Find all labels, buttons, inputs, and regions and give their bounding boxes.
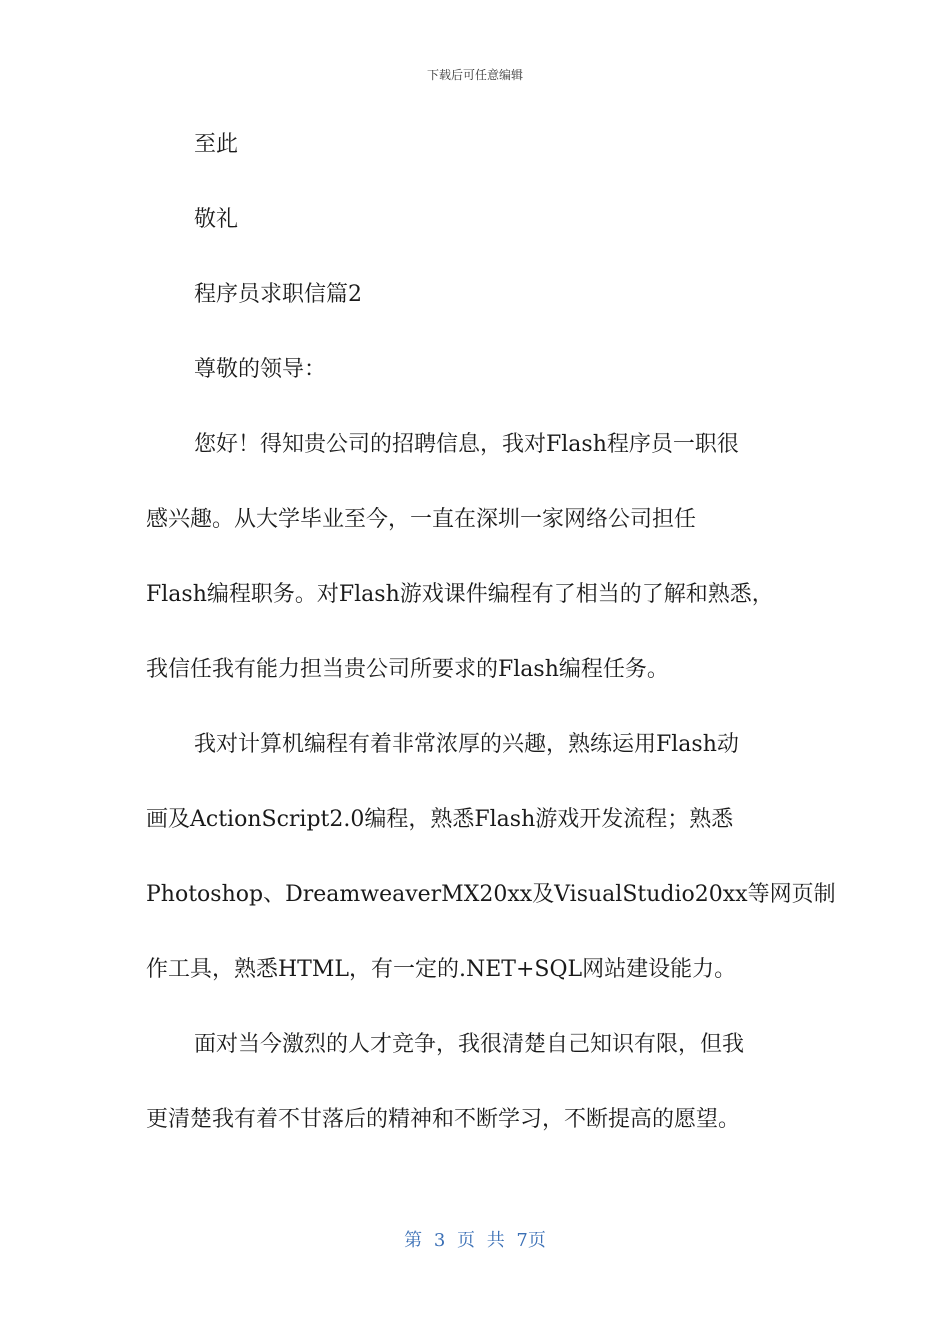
page-number-footer: 第 3 页 共 7页 (404, 1230, 546, 1251)
section-title: 程序员求职信篇2 (194, 282, 362, 307)
paragraph-line: 面对当今激烈的人才竞争，我很清楚自己知识有限，但我 (194, 1032, 745, 1057)
paragraph-line: Flash编程职务。对Flash游戏课件编程有了相当的了解和熟悉， (146, 582, 774, 607)
salutation-line: 敬礼 (194, 207, 239, 232)
paragraph-line: 您好！得知贵公司的招聘信息，我对Flash程序员一职很 (194, 432, 739, 457)
closing-line: 至此 (194, 132, 239, 157)
paragraph-line: 画及ActionScript2.0编程，熟悉Flash游戏开发流程；熟悉 (146, 807, 734, 832)
paragraph-line: 我信任我有能力担当贵公司所要求的Flash编程任务。 (146, 657, 669, 682)
paragraph-line: 感兴趣。从大学毕业至今，一直在深圳一家网络公司担任 (146, 507, 697, 532)
greeting-line: 尊敬的领导： (194, 357, 327, 382)
page-header: 下载后可任意编辑 (426, 68, 523, 82)
paragraph-line: 作工具，熟悉HTML，有一定的.NET+SQL网站建设能力。 (146, 957, 737, 982)
paragraph-line: 我对计算机编程有着非常浓厚的兴趣，熟练运用Flash动 (194, 732, 739, 757)
paragraph-line: 更清楚我有着不甘落后的精神和不断学习，不断提高的愿望。 (146, 1107, 741, 1132)
paragraph-line: Photoshop、DreamweaverMX20xx及VisualStudio20xx等网页制 (146, 882, 836, 907)
